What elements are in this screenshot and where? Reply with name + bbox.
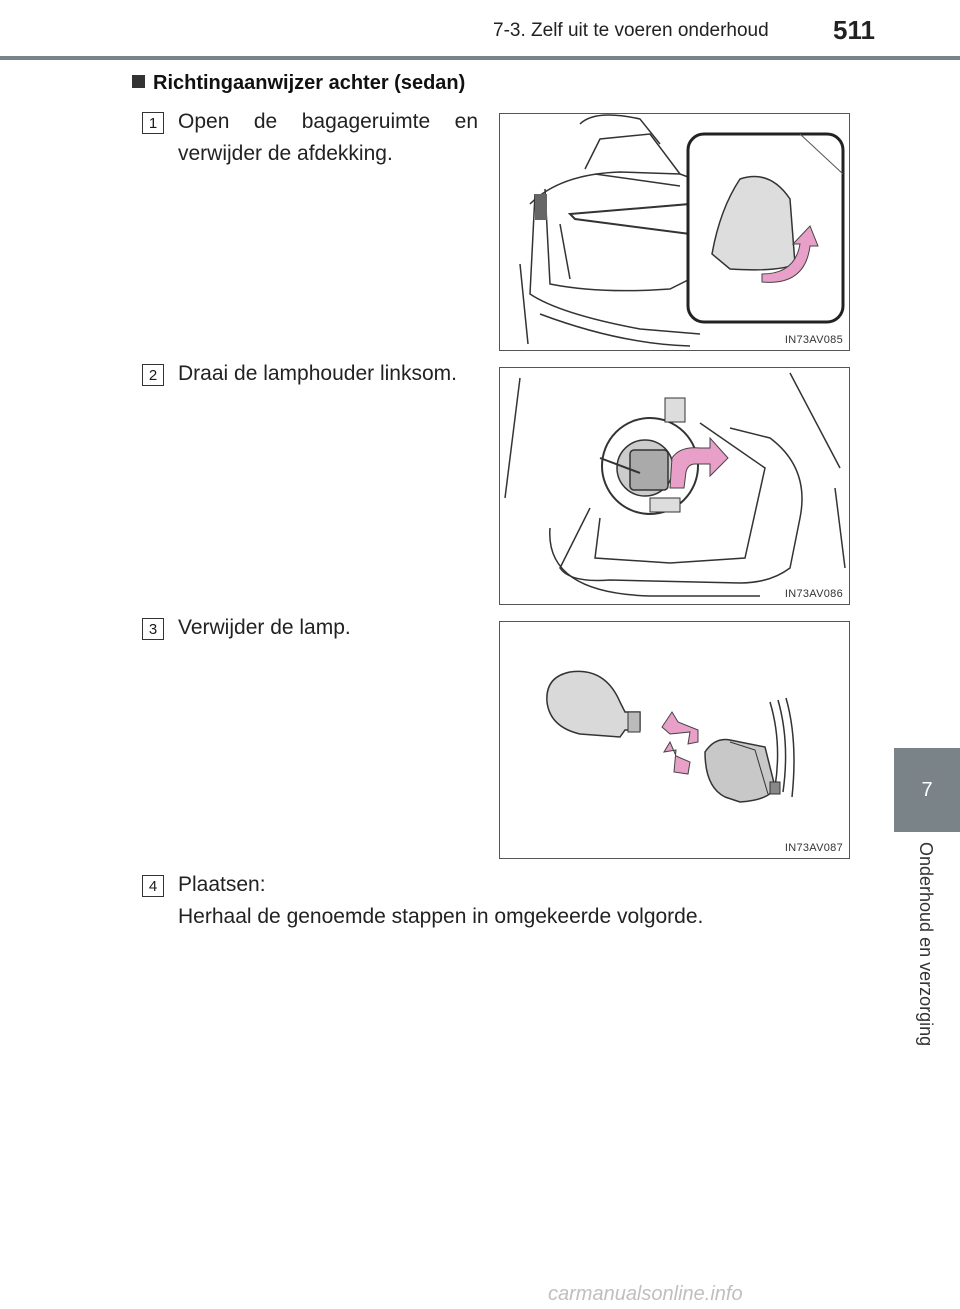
- figure-open-trunk: [499, 113, 850, 351]
- page-number: 511: [833, 15, 875, 45]
- chapter-tab: [894, 748, 960, 832]
- step-text-1: Open de bagageruimte en verwijder de afdekking.: [178, 110, 478, 165]
- step-number-2: 2: [142, 364, 164, 386]
- figure-code-2: IN73AV086: [784, 588, 843, 600]
- figure-code-1: IN73AV085: [784, 334, 843, 346]
- chapter-label: Onderhoud en verzorging: [916, 842, 936, 1047]
- step-text-4: Plaatsen:: [178, 873, 266, 896]
- header-divider: [0, 56, 960, 60]
- bulb-illustration: [500, 622, 850, 859]
- chapter-section-title: 7-3. Zelf uit te voeren onderhoud: [493, 20, 769, 41]
- lamp-holder-illustration: [500, 368, 850, 605]
- step-number-1: 1: [142, 112, 164, 134]
- chapter-number: 7: [921, 778, 933, 801]
- step-text-2: Draai de lamphouder linksom.: [178, 362, 457, 385]
- step-text-3: Verwijder de lamp.: [178, 616, 351, 639]
- step-number-4: 4: [142, 875, 164, 897]
- watermark: carmanualsonline.info: [548, 1283, 743, 1305]
- square-bullet-icon: [132, 75, 145, 88]
- section-heading: [132, 72, 465, 95]
- figure-remove-bulb: [499, 621, 850, 859]
- figure-lamp-holder: [499, 367, 850, 605]
- step-text-4-detail: Herhaal de genoemde stappen in omgekeerde volgorde.: [178, 905, 704, 928]
- section-heading-text: Richtingaanwijzer achter (sedan): [153, 72, 466, 94]
- step-number-3: 3: [142, 618, 164, 640]
- trunk-illustration: [500, 114, 850, 351]
- figure-code-3: IN73AV087: [784, 842, 843, 854]
